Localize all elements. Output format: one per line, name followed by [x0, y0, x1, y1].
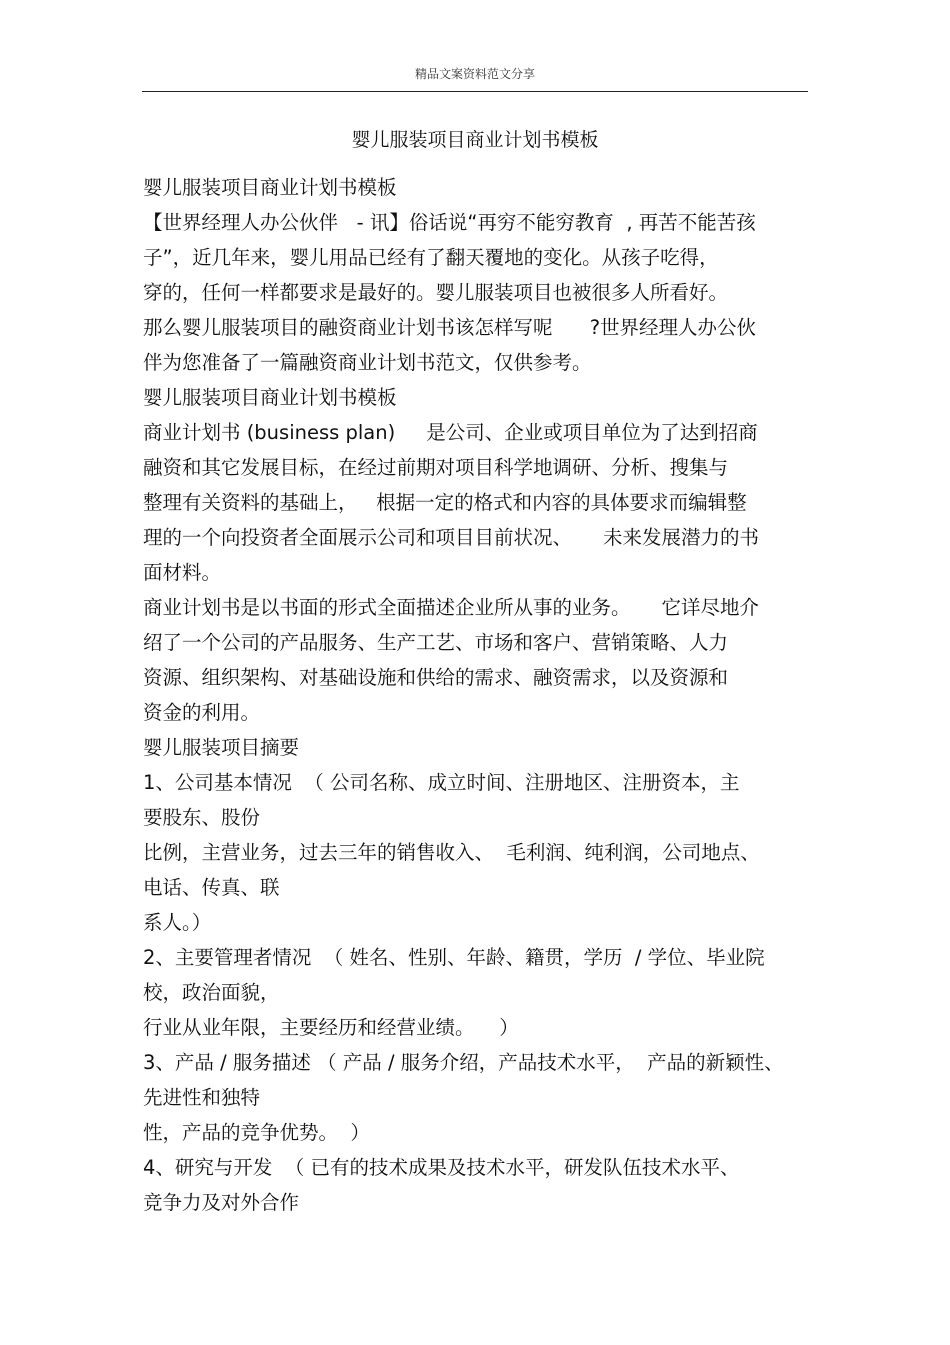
body-line: 婴儿服装项目商业计划书模板 [143, 386, 397, 409]
body-line: 子”，近几年来，婴儿用品已经有了翻天覆地的变化。从孩子吃得， [143, 246, 719, 269]
header-divider [142, 91, 808, 92]
body-line: 融资和其它发展目标，在经过前期对项目科学地调研、分析、搜集与 [143, 456, 729, 479]
document-title: 婴儿服装项目商业计划书模板 [351, 129, 599, 151]
body-line: 【世界经理人办公伙伴 - 讯】俗话说“再穷不能穷教育 , 再苦不能苦孩 [143, 211, 756, 234]
body-line: 4、研究与开发 （ 已有的技术成果及技术水平，研发队伍技术水平、 [143, 1156, 740, 1179]
body-line: 整理有关资料的基础上， 根据一定的格式和内容的具体要求而编辑整 [143, 491, 747, 514]
body-line: 绍了一个公司的产品服务、生产工艺、市场和客户、营销策略、人力 [143, 631, 729, 654]
body-line: 校，政治面貌， [143, 981, 280, 1004]
body-line: 商业计划书是以书面的形式全面描述企业所从事的业务。 它详尽地介 [143, 596, 759, 619]
body-line: 理的一个向投资者全面展示公司和项目目前状况、 未来发展潜力的书 [143, 526, 759, 549]
document-body [143, 170, 813, 1220]
body-line: 电话、传真、联 [143, 876, 280, 899]
body-line: 2、主要管理者情况 （ 姓名、性别、年龄、籍贯，学历 / 学位、毕业院 [143, 946, 765, 969]
body-line: 要股东、股份 [143, 806, 261, 829]
body-line: 面材料。 [143, 561, 222, 584]
body-line: 商业计划书 (business plan) 是公司、企业或项目单位为了达到招商 [143, 421, 758, 444]
body-line: 系人。） [143, 911, 212, 934]
body-line: 资源、组织架构、对基础设施和供给的需求、融资需求，以及资源和 [143, 666, 729, 689]
body-line: 先进性和独特 [143, 1086, 261, 1109]
body-line: 伴为您准备了一篇融资商业计划书范文，仅供参考。 [143, 351, 592, 374]
body-line: 竞争力及对外合作 [143, 1191, 300, 1214]
body-line: 婴儿服装项目摘要 [143, 736, 300, 759]
body-line: 婴儿服装项目商业计划书模板 [143, 176, 397, 199]
body-line: 比例，主营业务，过去三年的销售收入、 毛利润、纯利润，公司地点、 [143, 841, 760, 864]
body-line: 性，产品的竞争优势。 ） [143, 1121, 370, 1144]
body-line: 那么婴儿服装项目的融资商业计划书该怎样写呢 ?世界经理人办公伙 [143, 316, 757, 339]
body-line: 3、产品 / 服务描述 （ 产品 / 服务介绍，产品技术水平， 产品的新颖性、 [143, 1051, 784, 1074]
body-line: 1、公司基本情况 （ 公司名称、成立时间、注册地区、注册资本，主 [143, 771, 740, 794]
body-line: 行业从业年限，主要经历和经营业绩。 ） [143, 1016, 519, 1039]
body-line: 资金的利用。 [143, 701, 261, 724]
body-line: 穿的，任何一样都要求是最好的。婴儿服装项目也被很多人所看好。 [143, 281, 729, 304]
page-header: 精品文案资料范文分享 [414, 67, 535, 81]
